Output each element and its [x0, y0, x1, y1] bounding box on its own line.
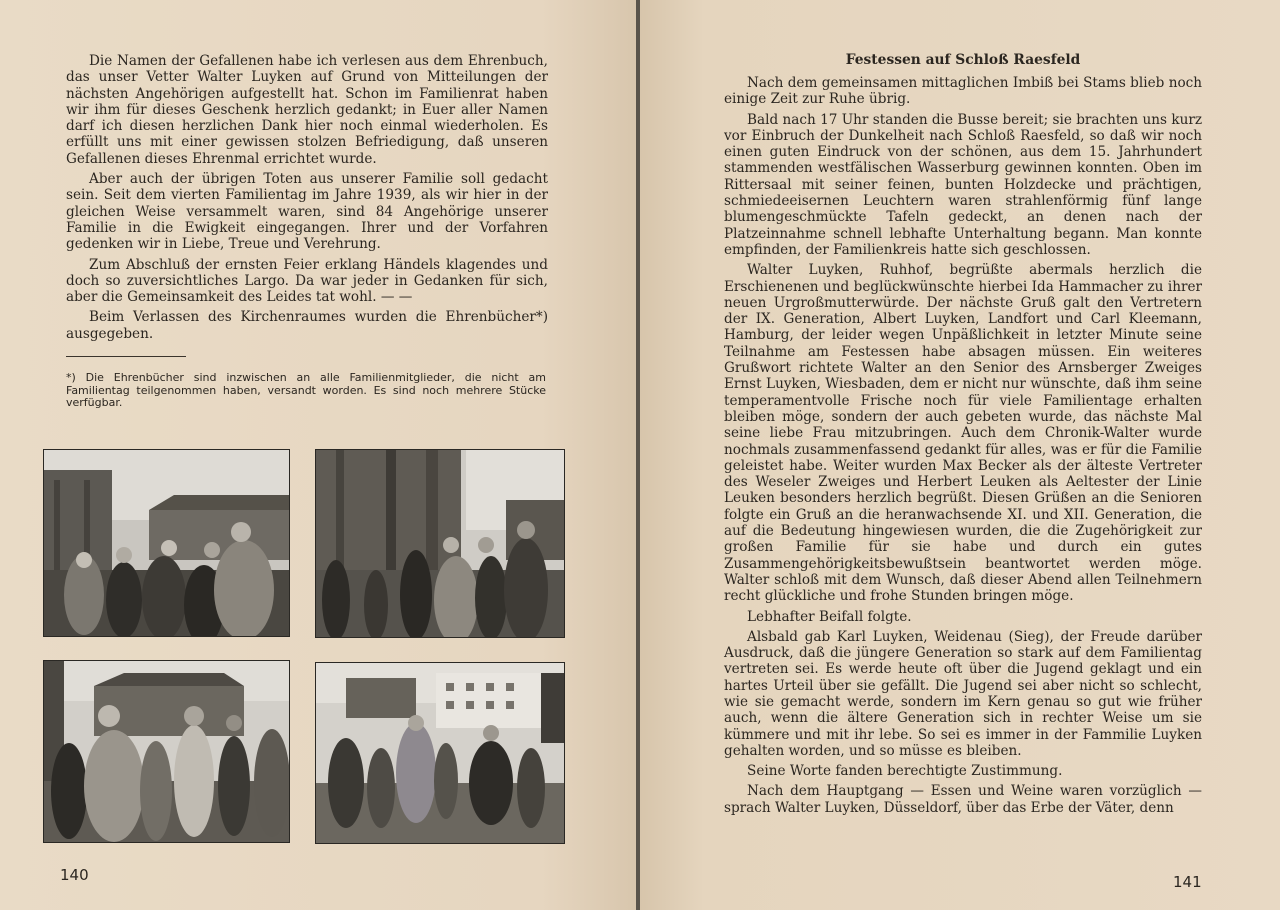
photo-bottom-left [43, 660, 290, 843]
right-paragraph-5: Alsbald gab Karl Luyken, Weidenau (Sieg), der Freude darüber Ausdruck, daß die jüngere Generation so stark auf dem Familientag vertreten sei. Es werde heute oft über die Jugend geklagt und ein hartes Urteil über sie gefällt. Die Jugend sei aber nicht so schlecht, wie sie gemacht werde, sondern im Kern genau so gut wie früher auch, wenn die ältere Generation sich in rechter Weise um sie kümmere und mit ihr lebe. So sei es immer in der Fammilie Luyken gehalten worden, und so müsse es bleiben. [724, 628, 1202, 759]
page-number-left: 140 [60, 866, 89, 884]
photo-top-left [43, 449, 290, 637]
right-page [640, 0, 1280, 910]
page-number-right: 141 [1173, 873, 1202, 891]
right-paragraph-7: Nach dem Hauptgang — Essen und Weine waren vorzüglich — sprach Walter Luyken, Düsseldorf, über das Erbe der Väter, denn [724, 783, 1202, 816]
right-paragraph-4: Lebhafter Beifall folgte. [747, 608, 912, 625]
left-paragraph-3: Zum Abschluß der ernsten Feier erklang Händels klagendes und doch so zuversichtliches Largo. Da war jeder in Gedanken für sich, aber die Gemeinsamkeit des Leides tat wohl. — — [66, 256, 548, 306]
right-paragraph-2: Bald nach 17 Uhr standen die Busse bereit; sie brachten uns kurz vor Einbruch der Dunkelheit nach Schloß Raesfeld, so daß wir noch einen guten Eindruck von der schönen, aus dem 15. Jahrhundert stammenden westfälischen Wasserburg gewinnen konnten. Oben im Rittersaal mit seiner feinen, bunten Holzdecke und prächtigen, schmiedeeisernen Leuchtern waren strahlenförmig fünf lange blumengeschmückte Tafeln gedeckt, an denen nach der Platzeinnahme schnell lebhafte Unterhaltung begann. Man konnte empfinden, der Familienkreis hatte sich geschlossen. [724, 111, 1202, 258]
left-page [0, 0, 636, 910]
section-heading: Festessen auf Schloß Raesfeld [845, 52, 1081, 68]
right-paragraph-6: Seine Worte fanden berechtigte Zustimmung. [747, 763, 1063, 780]
right-paragraph-3: Walter Luyken, Ruhhof, begrüßte abermals herzlich die Erschienenen und beglückwünschte hierbei Ida Hammacher zu ihrer neuen Urgroßmutterwürde. Der nächste Gruß galt den Vertretern der IX. Generation, Albert Luyken, Landfort und Carl Kleemann, Hamburg, der leider wegen Unpäßlichkeit in letzter Minute seine Teilnahme am Festessen habe absagen müssen. Ein weiteres Grußwort richtete Walter an den Senior des Arnsberger Zweiges Ernst Luyken, Wiesbaden, dem er nicht nur wünschte, daß ihm seine temperamentvolle Frische noch für viele Familientage erhalten bleiben möge, sondern der auch gebeten wurde, das nächste Mal seine liebe Frau mitzubringen. Auch dem Chronik-Walter wurde nochmals zusammenfassend gedankt für alles, was er für die Familie geleistet habe. Weiter wurden Max Becker als der älteste Vertreter des Weseler Zweiges und Herbert Leuken als Aeltester der Linie Leuken besonders herzlich begrüßt. Diesen Grüßen an die Senioren folgte ein Gruß an die heranwachsende XI. und XII. Generation, die auf die Bedeutung hingewiesen wurden, die die Zugehörigkeit zur großen Familie für sie habe und durch ein gutes Zusammengehörigkeitsbewußtsein beantwortet werden möge. Walter schloß mit dem Wunsch, daß dieser Abend allen Teilnehmern recht glückliche und frohe Stunden bringen möge. [724, 262, 1202, 605]
footnote-rule [66, 356, 186, 357]
left-paragraph-1: Die Namen der Gefallenen habe ich verlesen aus dem Ehrenbuch, das unser Vetter Walter Luyken auf Grund von Mitteilungen der nächsten Angehörigen aufgestellt hat. Schon im Familienrat haben wir ihm für dieses Geschenk herzlich gedankt; in Euer aller Namen darf ich diesen herzlichen Dank hier noch einmal wiederholen. Es erfüllt uns mit einer gewissen stolzen Befriedigung, daß unseren Gefallenen dieses Ehrenmal errichtet wurde. [66, 53, 548, 167]
left-body-text [66, 53, 548, 346]
photo-bottom-right [315, 662, 565, 844]
left-paragraph-4: Beim Verlassen des Kirchenraumes wurden die Ehrenbücher*) ausgegeben. [66, 309, 548, 342]
right-paragraph-1: Nach dem gemeinsamen mittaglichen Imbiß bei Stams blieb noch einige Zeit zur Ruhe übrig. [724, 75, 1202, 108]
footnote: *) Die Ehrenbücher sind inzwischen an alle Familienmitglieder, die nicht am Familientag teilgenommen haben, versandt worden. Es sind noch mehrere Stücke verfügbar. [66, 371, 546, 409]
photo-top-right [315, 449, 565, 638]
right-body-text [724, 75, 1202, 820]
left-paragraph-2: Aber auch der übrigen Toten aus unserer Familie soll gedacht sein. Seit dem vierten Familientag im Jahre 1939, als wir hier in der gleichen Weise versammelt waren, sind 84 Angehörige unserer Familie in die Ewigkeit eingegangen. Ihrer und der Vorfahren gedenken wir in Liebe, Treue und Verehrung. [66, 171, 548, 253]
